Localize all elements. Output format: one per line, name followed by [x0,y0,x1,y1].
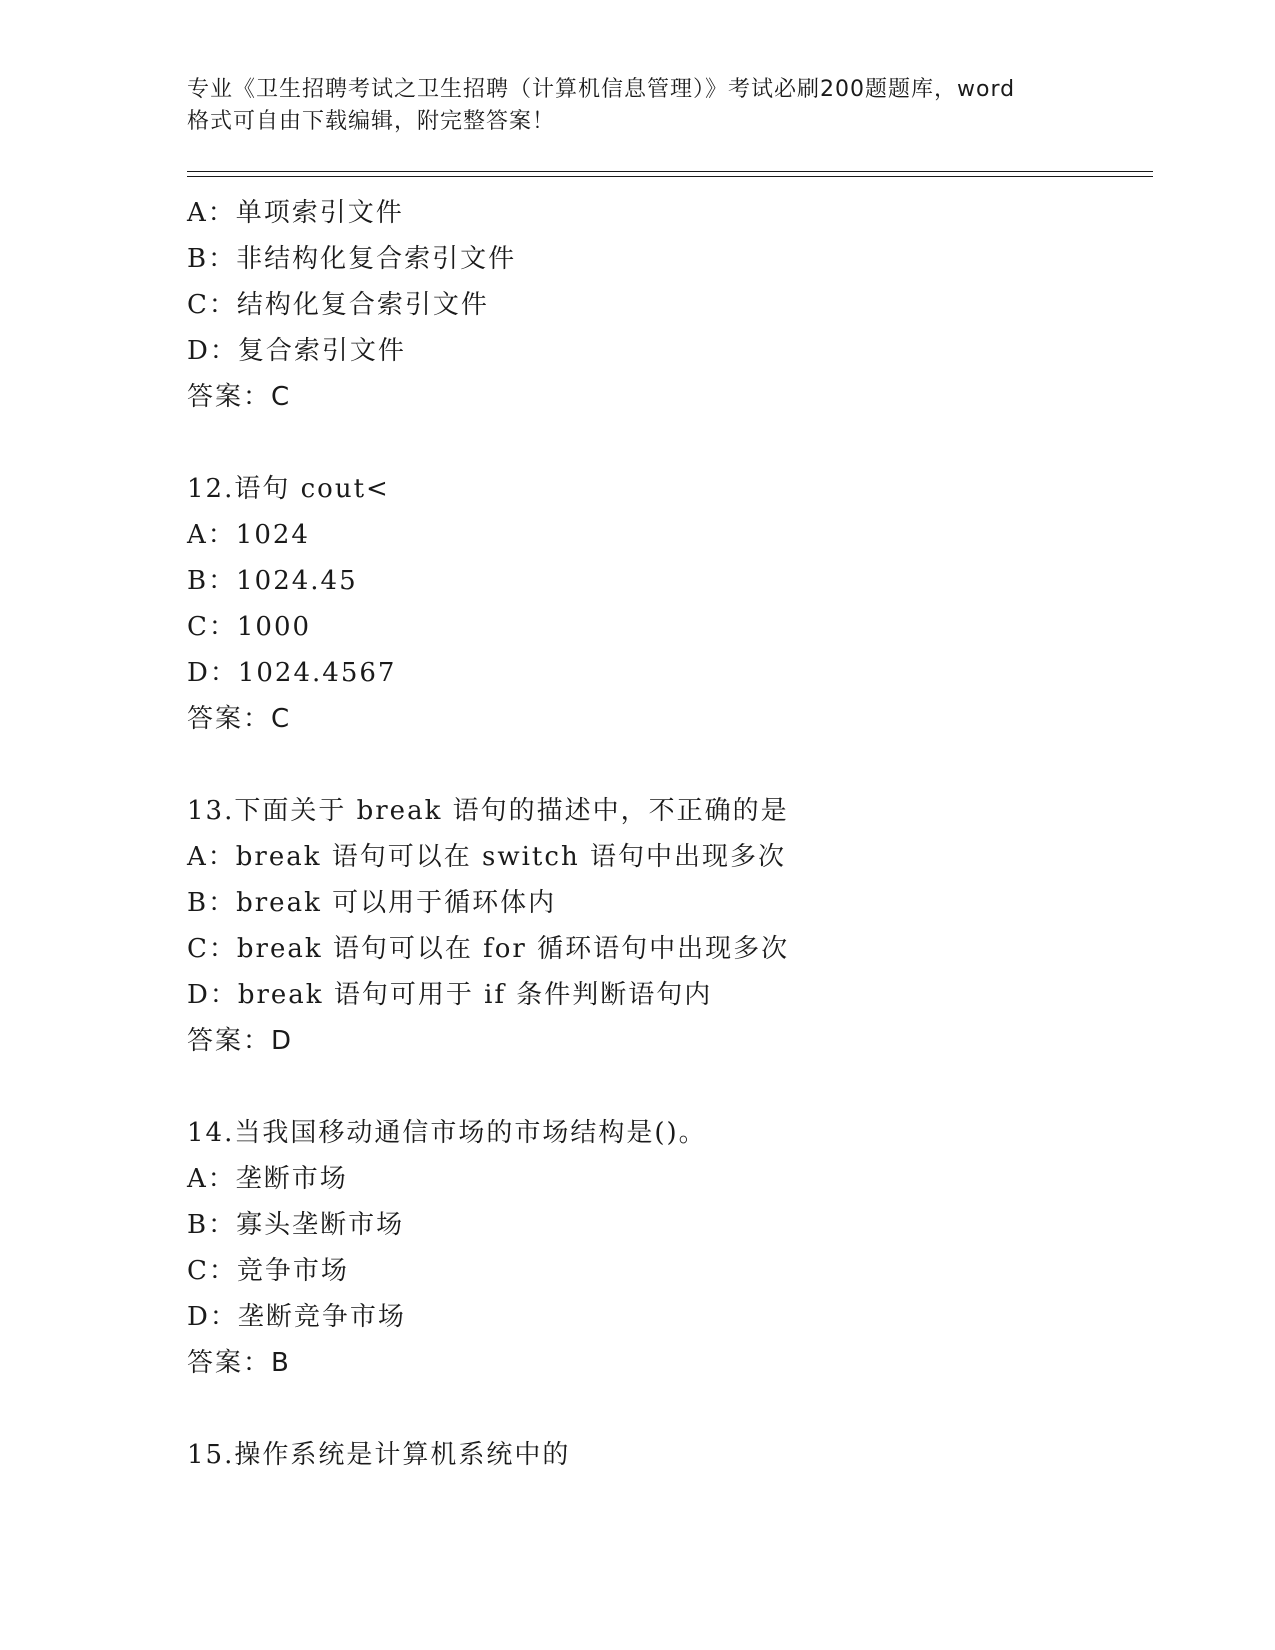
spacer [187,1386,1147,1432]
q13-option-a: A：break 语句可以在 switch 语句中出现多次 [187,842,786,872]
q13-stem: 13.下面关于 break 语句的描述中，不正确的是 [187,796,789,826]
header-rule-top [187,171,1153,172]
q14-answer: 答案：B [187,1348,291,1378]
question-14-block [187,1110,1147,1386]
question-list [187,190,1147,1478]
spacer [187,742,1147,788]
q13-answer: 答案：D [187,1026,294,1056]
q11-option-b: B：非结构化复合索引文件 [187,244,517,274]
question-12-block [187,466,1147,742]
q12-option-a: A：1024 [187,520,310,550]
spacer [187,1064,1147,1110]
q14-option-d: D：垄断竞争市场 [187,1302,406,1332]
header-rule-bottom [187,176,1153,177]
q11-option-d: D：复合索引文件 [187,336,406,366]
q13-option-b: B：break 可以用于循环体内 [187,888,557,918]
q12-stem: 12.语句 cout< [187,474,390,504]
q11-answer: 答案：C [187,382,292,412]
q14-option-a: A：垄断市场 [187,1164,348,1194]
header-line-2: 格式可自由下载编辑，附完整答案！ [187,109,556,134]
spacer [187,420,1147,466]
q14-option-b: B：寡头垄断市场 [187,1210,405,1240]
q12-option-d: D：1024.4567 [187,658,397,688]
q13-option-d: D：break 语句可用于 if 条件判断语句内 [187,980,713,1010]
document-header [187,74,1087,138]
q12-option-b: B：1024.45 [187,566,358,596]
question-15-block [187,1432,1147,1478]
q12-answer: 答案：C [187,704,292,734]
question-11-block [187,190,1147,420]
q11-option-c: C：结构化复合索引文件 [187,290,489,320]
q15-stem: 15.操作系统是计算机系统中的 [187,1440,571,1470]
q14-option-c: C：竞争市场 [187,1256,349,1286]
q12-option-c: C：1000 [187,612,312,642]
header-line-1: 专业《卫生招聘考试之卫生招聘（计算机信息管理）》考试必刷200题题库，word [187,77,1016,102]
q11-option-a: A：单项索引文件 [187,198,404,228]
question-13-block [187,788,1147,1064]
q14-stem: 14.当我国移动通信市场的市场结构是()。 [187,1118,707,1148]
q13-option-c: C：break 语句可以在 for 循环语句中出现多次 [187,934,790,964]
